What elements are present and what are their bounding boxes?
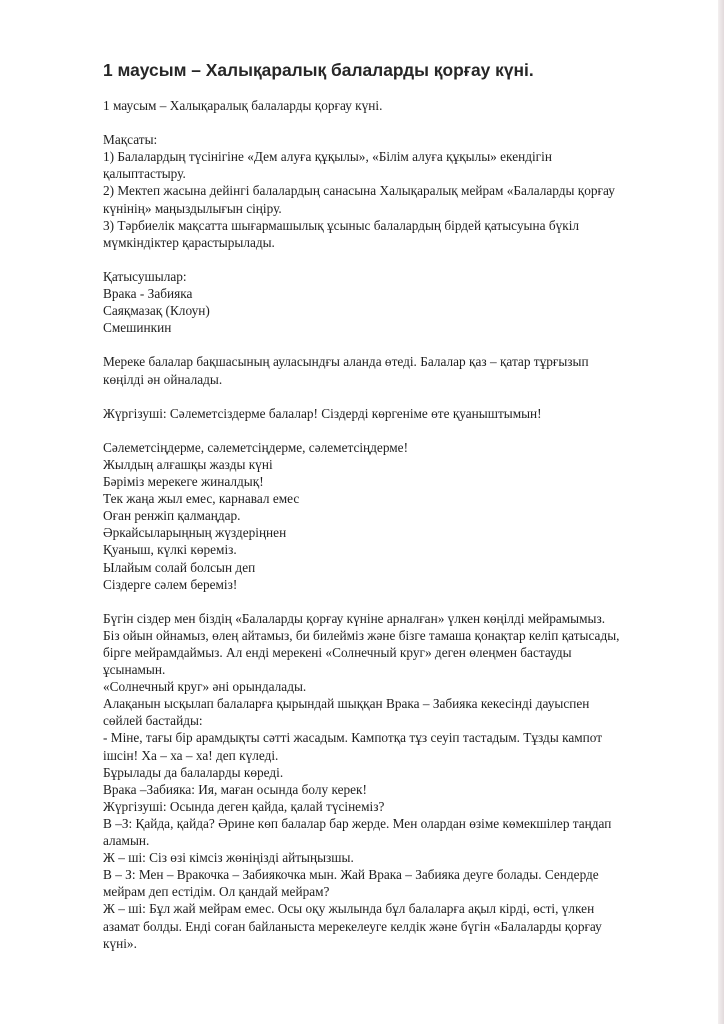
paragraph-gap bbox=[103, 593, 703, 610]
text-line: Врака - Забияка bbox=[103, 286, 193, 302]
text-line: бірге мейрамдаймыз. Ал енді мерекені «Солнечный круг» деген өлеңмен бастауды bbox=[103, 645, 572, 660]
text-line: көңілді ән ойналады. bbox=[103, 371, 223, 387]
text-line: Қатысушылар: bbox=[103, 268, 187, 284]
text-line: қалыптастыру. bbox=[103, 166, 186, 182]
text-line: 3) Тәрбиелік мақсатта шығармашылық ұсыныс балалардың бірдей қатысуына бүкіл bbox=[103, 217, 580, 233]
text-line: В –З: Қайда, қайда? Әрине көп балалар бар жерде. Мен олардан өзіме көмекшілер таңдап bbox=[103, 815, 612, 831]
text-line: Бәріміз мерекеге жиналдық! bbox=[103, 474, 264, 490]
text-line: Смешинкин bbox=[103, 320, 172, 336]
text-line: мейрам деп естідім. Ол қандай мейрам? bbox=[103, 884, 330, 900]
paragraph-gap bbox=[103, 114, 703, 131]
text-line: Саяқмазақ (Клоун) bbox=[103, 303, 210, 319]
text-line: азамат болды. Енді соған байланыста мерекелеуге келдік және бүгін «Балаларды қорғау bbox=[103, 918, 602, 934]
text-line: Тек жаңа жыл емес, карнавал емес bbox=[103, 491, 300, 507]
text-line: Әркайсыларыңның жүздеріңнен bbox=[103, 525, 287, 541]
document-body bbox=[103, 97, 703, 952]
text-line: күнінің» маңыздылығын сіңіру. bbox=[103, 200, 282, 216]
text-line: 1) Балалардың түсінігіне «Дем алуға құқылы», «Білім алуға құқылы» екендігін bbox=[103, 149, 552, 165]
text-line: 1 маусым – Халықаралық балаларды қорғау күні. bbox=[103, 98, 383, 113]
text-line: В – З: Мен – Вракочка – Забиякочка мын. Жай Врака – Забияка деуге болады. Сендерде bbox=[103, 867, 599, 883]
text-line: Врака –Забияка: Ия, маған осында болу керек! bbox=[103, 781, 367, 797]
paragraph-gap bbox=[103, 388, 703, 405]
text-line: Қуаныш, күлкі көреміз. bbox=[103, 542, 237, 558]
text-line: Жүргізуші: Осында деген қайда, қалай түсінеміз? bbox=[103, 798, 385, 814]
text-line: Алақанын ысқылап балаларға қырындай шыққан Врака – Забияка кекесінді дауыспен bbox=[103, 696, 590, 712]
text-line: сөйлей бастайды: bbox=[103, 713, 203, 729]
page-title: 1 маусым – Халықаралық балаларды қорғау күні. bbox=[103, 59, 534, 80]
text-line: ішсін! Ха – ха – ха! деп күледі. bbox=[103, 747, 279, 763]
text-line: Бұрылады да балаларды көреді. bbox=[103, 764, 284, 780]
text-line: Ж – ші: Бұл жай мейрам емес. Осы оқу жылында бұл балаларға ақыл кірді, өсті, үлкен bbox=[103, 901, 595, 917]
paragraph-gap bbox=[103, 251, 703, 268]
text-line: - Міне, тағы бір арамдықты сәтті жасадым. Кампотқа тұз сеуіп тастадым. Тұзды кампот bbox=[103, 730, 603, 746]
text-line: Сіздерге сәлем береміз! bbox=[103, 576, 238, 592]
text-line: 2) Мектеп жасына дейінгі балалардың санасына Халықаралық мейрам «Балаларды қорғау bbox=[103, 183, 615, 199]
paragraph-gap bbox=[103, 422, 703, 439]
text-line: Біз ойын ойнамыз, өлең айтамыз, би билейміз және бізге тамаша қонақтар келіп қатысады, bbox=[103, 627, 620, 643]
text-line: Ылайым солай болсын деп bbox=[103, 559, 256, 575]
text-line: күні». bbox=[103, 935, 137, 951]
text-line: Жылдың алғашқы жазды күні bbox=[103, 456, 273, 472]
page-edge bbox=[718, 0, 724, 1024]
text-line: Сәлеметсіңдерме, сәлеметсіңдерме, сәлеметсіңдерме! bbox=[103, 439, 409, 455]
text-line: мүмкіндіктер қарастырылады. bbox=[103, 234, 275, 250]
text-line: ұсынамын. bbox=[103, 662, 166, 678]
text-line: Мереке балалар бақшасының ауласындғы аланда өтеді. Балалар қаз – қатар тұрғызып bbox=[103, 354, 589, 370]
text-line: Жүргізуші: Сәлеметсіздерме балалар! Сіздерді көргеніме өте қуаныштымын! bbox=[103, 405, 542, 421]
paragraph-gap bbox=[103, 336, 703, 353]
text-line: Мақсаты: bbox=[103, 132, 158, 148]
text-line: «Солнечный круг» әні орындалады. bbox=[103, 679, 307, 695]
text-line: Оған ренжіп қалмаңдар. bbox=[103, 508, 241, 524]
text-line: аламын. bbox=[103, 833, 150, 849]
text-line: Бүгін сіздер мен біздің «Балаларды қорғау күніне арналған» үлкен көңілді мейрамымыз. bbox=[103, 610, 606, 626]
text-line: Ж – ші: Сіз өзі кімсіз жөніңізді айтыңызшы. bbox=[103, 850, 354, 866]
